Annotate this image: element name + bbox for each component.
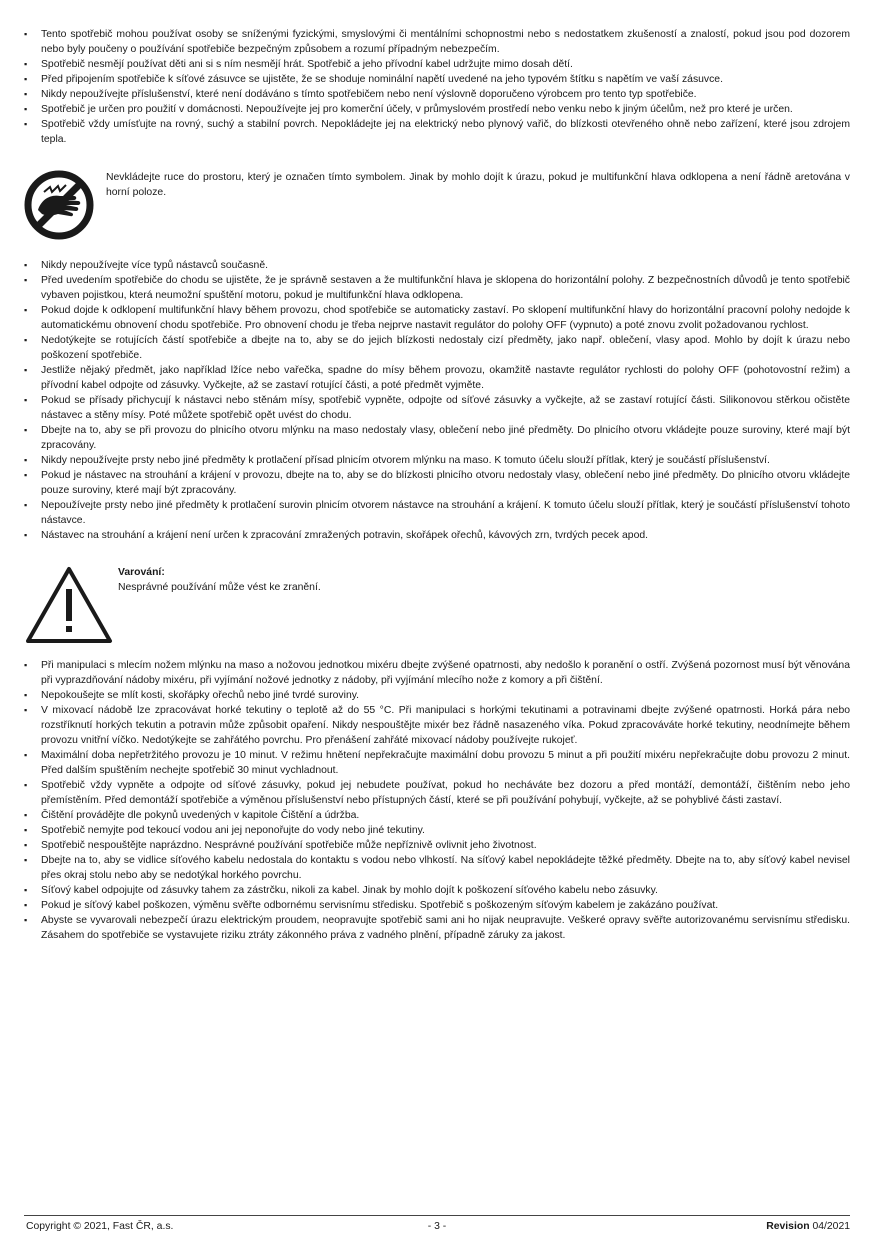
notice-text: Nevkládejte ruce do prostoru, který je označen tímto symbolem. Jinak by mohlo dojít k úrazu, pokud je multifunkční hlava odklopena a není řádně aretována v horní poloze.: [106, 172, 850, 198]
safety-list-2: [24, 258, 850, 543]
list-item: ▪ Dbejte na to, aby se při provozu do plnicího otvoru mlýnku na maso nedostaly vlasy, oblečení nebo jiné předměty. Do plnicího otvoru vkládejte pouze suroviny, které mají být zpracovány.: [24, 423, 850, 453]
list-item: ▪ Maximální doba nepřetržitého provozu je 10 minut. V režimu hnětení nepřekračujte maximální dobu provozu 5 minut a při použití mixéru nepřekračujte dobu provozu 2 minut. Před dalším spuštěním nechejte spotřebič 30 minut vychladnout.: [24, 748, 850, 778]
list-item: ▪ Před připojením spotřebiče k síťové zásuvce se ujistěte, že se shoduje nominální napětí uvedené na jeho typovém štítku s napětím ve vaší zásuvce.: [24, 72, 850, 87]
warning-icon: [24, 565, 114, 645]
list-item: ▪ Nikdy nepoužívejte příslušenství, které není dodáváno s tímto spotřebičem nebo není výslovně doporučeno výrobcem pro tento typ spotřebiče.: [24, 87, 850, 102]
list-item: ▪ Čištění provádějte dle pokynů uvedených v kapitole Čištění a údržba.: [24, 808, 850, 823]
revision-info: [766, 1219, 850, 1234]
list-item: ▪ Jestliže nějaký předmět, jako například lžíce nebo vařečka, spadne do mísy během provozu, okamžitě nastavte regulátor rychlosti do polohy OFF (pohotovostní režim) a přívodní kabel odpojte od zásuvky. Vyčkejte, až se zastaví rotující části, a poté předmět vyjměte.: [24, 363, 850, 393]
list-item: ▪ Spotřebič je určen pro použití v domácnosti. Nepoužívejte jej pro komerční účely, v průmyslovém prostředí nebo venku nebo k jiným účelům, než pro které je určen.: [24, 102, 850, 117]
safety-list-1: [24, 27, 850, 147]
revision-label: Revision: [766, 1221, 810, 1232]
list-item: ▪ Nikdy nepoužívejte prsty nebo jiné předměty k protlačení přísad plnicím otvorem mlýnku na maso. K tomuto účelu slouží přítlak, který je součástí příslušenství.: [24, 453, 850, 468]
list-item: ▪ Spotřebič nemyjte pod tekoucí vodou ani jej neponořujte do vody nebo jiné tekutiny.: [24, 823, 850, 838]
warning-notice: [24, 565, 850, 647]
list-item: ▪ Tento spotřebič mohou používat osoby se sníženými fyzickými, smyslovými či mentálními schopnostmi nebo s nedostatkem zkušeností a znalostí, pokud jsou pod dozorem nebo byly poučeny o používání spotřebiče bezpečným způsobem a rozumí případným nebezpečím.: [24, 27, 850, 57]
list-item: ▪ Pokud je nástavec na strouhání a krájení v provozu, dbejte na to, aby se do blízkosti plnicího otvoru nedostaly vlasy, oblečení nebo jiné předměty. Do plnicího otvoru vkládejte pouze suroviny, které mají být zpracovány.: [24, 468, 850, 498]
safety-list-3: [24, 658, 850, 943]
list-item: ▪ Nikdy nepoužívejte více typů nástavců současně.: [24, 258, 850, 273]
no-hands-icon: [24, 170, 94, 240]
list-item: ▪ Nedotýkejte se rotujících částí spotřebiče a dbejte na to, aby se do jejich blízkosti nedostaly cizí předměty, jako např. oblečení, vlasy apod. Mohlo by dojít k úrazu nebo poškození spotřebiče.: [24, 333, 850, 363]
list-item: ▪ V mixovací nádobě lze zpracovávat horké tekutiny o teplotě až do 55 °C. Při manipulaci s horkými tekutinami a potravinami dbejte zvýšené opatrnosti. Horká pára nebo rozstříknutí horkých tekutin a potravin může způsobit opaření. Nikdy nespouštějte mixér bez řádně nasazeného víka. Pokud zpracováváte horké tekutiny, neodnímejte během provozu vnitřní víčko. Nedotýkejte se zahřátého povrchu. Pro přenášení zahřáté mixovací nádoby používejte rukojeť.: [24, 703, 850, 748]
list-item: ▪ Nepokoušejte se mlít kosti, skořápky ořechů nebo jiné tvrdé suroviny.: [24, 688, 850, 703]
list-item: ▪ Nástavec na strouhání a krájení není určen k zpracování zmražených potravin, skořápek ořechů, kávových zrn, tvrdých pecek apod.: [24, 528, 850, 543]
list-item: ▪ Pokud je síťový kabel poškozen, výměnu svěřte odbornému servisnímu středisku. Spotřebič s poškozeným síťovým kabelem je zakázáno používat.: [24, 898, 850, 913]
list-item: ▪ Před uvedením spotřebiče do chodu se ujistěte, že je správně sestaven a že multifunkční hlava je sklopena do horizontální polohy. Z bezpečnostních důvodů je tento spotřebič vybaven pojistkou, která neumožní spuštění motoru, pokud je multifunkční hlava odklopena.: [24, 273, 850, 303]
warning-text: Nesprávné používání může vést ke zranění.: [118, 582, 321, 593]
footer-divider: [24, 1215, 850, 1216]
list-item: ▪ Pokud se přísady přichycují k nástavci nebo stěnám mísy, spotřebič vypněte, odpojte od síťové zásuvky a vyčkejte, až se zastaví rotující části. Silikonovou stěrkou očistěte nástavec a stěny mísy. Poté můžete spotřebič opět uvést do chodu.: [24, 393, 850, 423]
list-item: ▪ Spotřebič nespouštějte naprázdno. Nesprávné používání spotřebiče může nepříznivě ovlivnit jeho životnost.: [24, 838, 850, 853]
list-item: ▪ Dbejte na to, aby se vidlice síťového kabelu nedostala do kontaktu s vodou nebo vlhkostí. Na síťový kabel nepokládejte těžké předměty. Dbejte na to, aby síťový kabel nevisel přes okraj stolu nebo aby se nedotýkal horkého povrchu.: [24, 853, 850, 883]
list-item: ▪ Spotřebič nesmějí používat děti ani si s ním nesmějí hrát. Spotřebič a jeho přívodní kabel udržujte mimo dosah dětí.: [24, 57, 850, 72]
warning-title: Varování:: [118, 567, 165, 578]
list-item: ▪ Nepoužívejte prsty nebo jiné předměty k protlačení surovin plnicím otvorem nástavce na strouhání a krájení. K tomuto účelu slouží přítlak, který je součástí příslušenství tohoto nástavce.: [24, 498, 850, 528]
list-item: ▪ Pokud dojde k odklopení multifunkční hlavy během provozu, chod spotřebiče se automaticky zastaví. Po sklopení multifunkční hlavy do horizontální pracovní polohy nedojde k automatickému obnovení chodu spotřebiče. Pro obnovení chodu je třeba nejprve nastavit regulátor do polohy OFF (vypnuto) a poté znovu zvolit požadovanou rychlost.: [24, 303, 850, 333]
page-number: - 3 -: [427, 1221, 447, 1232]
list-item: ▪ Síťový kabel odpojujte od zásuvky tahem za zástrčku, nikoli za kabel. Jinak by mohlo dojít k poškození síťového kabelu nebo zásuvky.: [24, 883, 850, 898]
list-item: ▪ Spotřebič vždy umísťujte na rovný, suchý a stabilní povrch. Nepokládejte jej na elektrický nebo plynový vařič, do blízkosti otevřeného ohně nebo zařízení, které jsou zdrojem tepla.: [24, 117, 850, 147]
list-item: ▪ Spotřebič vždy vypněte a odpojte od síťové zásuvky, pokud jej nebudete používat, pokud ho necháváte bez dozoru a před montáží, demontáží, čištěním nebo jeho přemístěním. Před demontáží spotřebiče a výměnou příslušenství nebo přístupných částí, které se při používání pohybují, vyčkejte, až se pohyblivé části zastaví.: [24, 778, 850, 808]
list-item: ▪ Při manipulaci s mlecím nožem mlýnku na maso a nožovou jednotkou mixéru dbejte zvýšené opatrnosti, aby nedošlo k poranění o ostří. Zvýšená pozornost musí být věnována při vyprazdňování nádoby mixéru, při vyjímání nožové jednotky z nádoby, při vyjímání mlecího nože z komory a při čištění.: [24, 658, 850, 688]
footer-copyright: Copyright © 2021, Fast ČR, a.s.: [26, 1221, 174, 1232]
no-hands-notice: [24, 170, 850, 250]
list-item: ▪ Abyste se vyvarovali nebezpečí úrazu elektrickým proudem, neopravujte spotřebič sami ani ho nijak neupravujte. Veškeré opravy svěřte autorizovanému servisnímu středisku. Zásahem do spotřebiče se vystavujete riziku ztráty zákonného práva z vadného plnění, případně záruky za jakost.: [24, 913, 850, 943]
revision-date: 04/2021: [812, 1221, 850, 1232]
